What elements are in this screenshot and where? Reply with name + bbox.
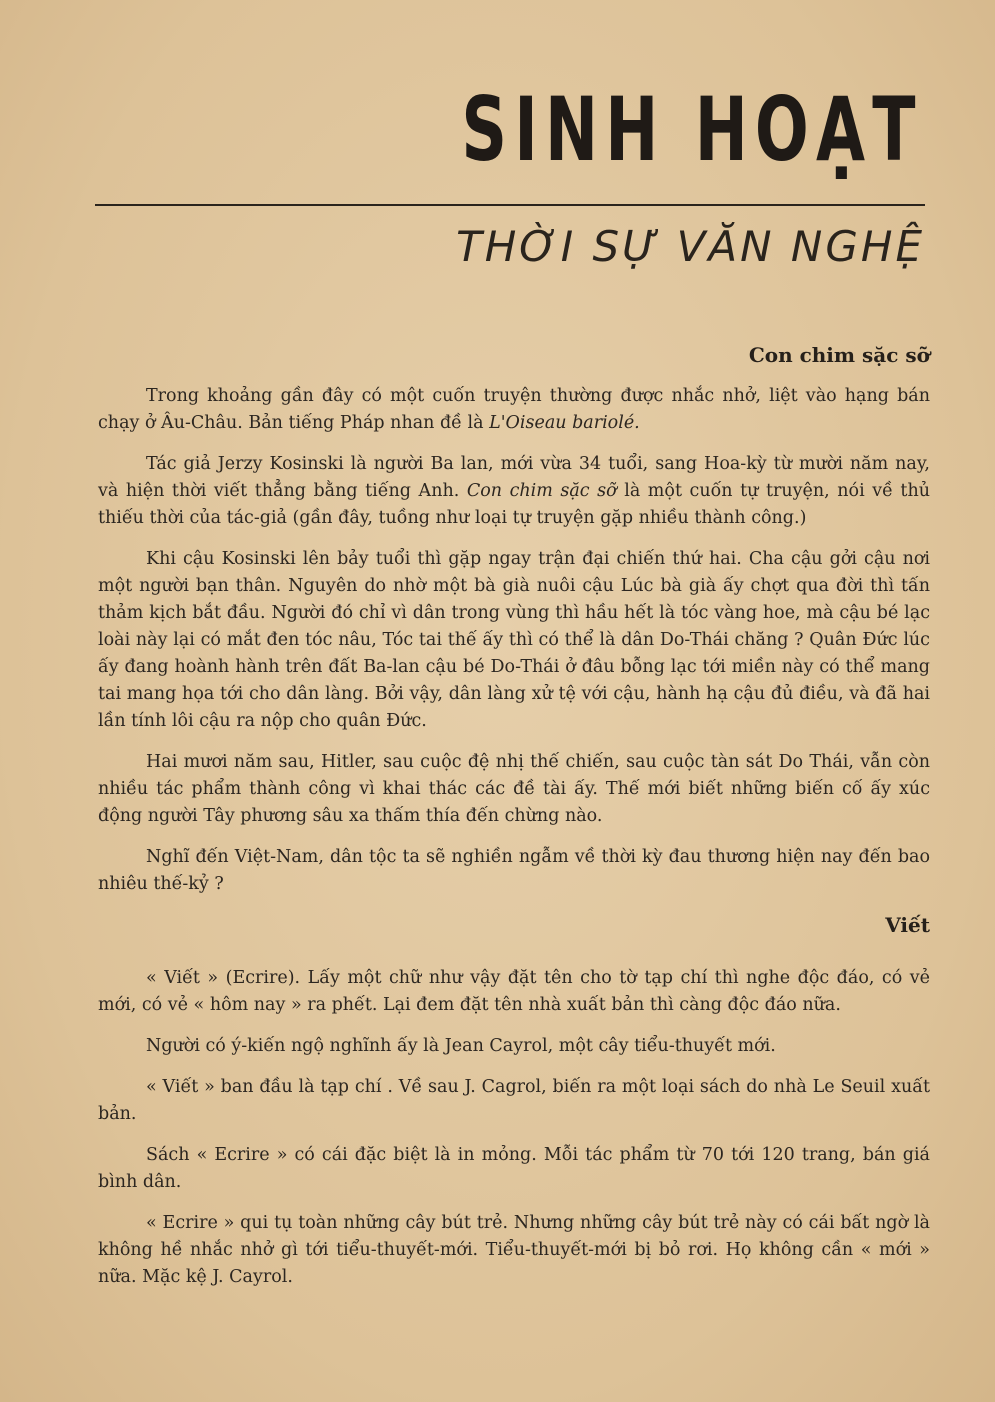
paragraph: Hai mươi năm sau, Hitler, sau cuộc đệ nhị thế chiến, sau cuộc tàn sát Do Thái, vẫn còn nhiều tác phẩm thành công vì khai thác các đề tài ấy. Thế mới biết những biến cố ấy xúc động người Tây phương sâu xa thấm thía đến chừng nào. [98,752,930,826]
title-divider [95,204,925,206]
section-heading-con-chim: Con chim sặc sỡ [748,343,930,367]
paragraph: « Viết » (Ecrire). Lấy một chữ như vậy đặt tên cho tờ tạp chí thì nghe độc đáo, có vẻ mới, có vẻ « hôm nay » ra phết. Lại đem đặt tên nhà xuất bản thì càng độc đáo nữa. [98,968,930,1015]
paragraph: Nghĩ đến Việt-Nam, dân tộc ta sẽ nghiền ngẫm về thời kỳ đau thương hiện nay đến bao nhiêu thế-kỷ ? [98,847,930,894]
section-heading-viet: Viết [885,913,930,937]
page-subtitle: THỜI SỰ VĂN NGHỆ [456,222,925,271]
article-body [98,342,930,1305]
paragraph: « Viết » ban đầu là tạp chí . Về sau J. Cagrol, biến ra một loại sách do nhà Le Seuil xuất bản. [98,1077,930,1124]
paragraph: Sách « Ecrire » có cái đặc biệt là in mỏng. Mỗi tác phẩm từ 70 tới 120 trang, bán giá bình dân. [98,1145,930,1192]
paragraph: Khi cậu Kosinski lên bảy tuổi thì gặp ngay trận đại chiến thứ hai. Cha cậu gởi cậu nơi một người bạn thân. Nguyên do nhờ một bà già nuôi cậu Lúc bà già ấy chợt qua đời thì tấn thảm kịch bắt đầu. Người đó chỉ vì dân trong vùng thì hầu hết là tóc vàng hoe, mà cậu bé lạc loài này lại có mắt đen tóc nâu, Tóc tai thế ấy thì có thể là dân Do-Thái chăng ? Quân Đức lúc ấy đang hoành hành trên đất Ba-lan cậu bé Do-Thái ở đâu bỗng lạc tới miền này có thể mang tai mang họa tới cho dân làng. Bởi vậy, dân làng xử tệ với cậu, hành hạ cậu đủ điều, và đã hai lần tính lôi cậu ra nộp cho quân Đức. [98,549,930,731]
paragraph: Người có ý-kiến ngộ nghĩnh ấy là Jean Cayrol, một cây tiểu-thuyết mới. [146,1036,776,1056]
paragraph: Tác giả Jerzy Kosinski là người Ba lan, mới vừa 34 tuổi, sang Hoa-kỳ từ mười năm nay, và hiện thời viết thẳng bằng tiếng Anh. Con chim sặc sỡ là một cuốn tự truyện, nói về thủ thiếu thời của tác-giả (gần đây, tuồng như loại tự truyện gặp nhiều thành công.) [98,454,930,528]
page-title: SINH HOẠT [461,78,923,181]
paragraph: « Ecrire » qui tụ toàn những cây bút trẻ. Nhưng những cây bút trẻ này có cái bất ngờ là không hề nhắc nhở gì tới tiểu-thuyết-mới. Tiểu-thuyết-mới bị bỏ rơi. Họ không cần « mới » nữa. Mặc kệ J. Cayrol. [98,1213,930,1287]
paragraph: Trong khoảng gần đây có một cuốn truyện thường được nhắc nhở, liệt vào hạng bán chạy ở Âu-Châu. Bản tiếng Pháp nhan đề là L'Oiseau bariolé. [98,386,930,433]
